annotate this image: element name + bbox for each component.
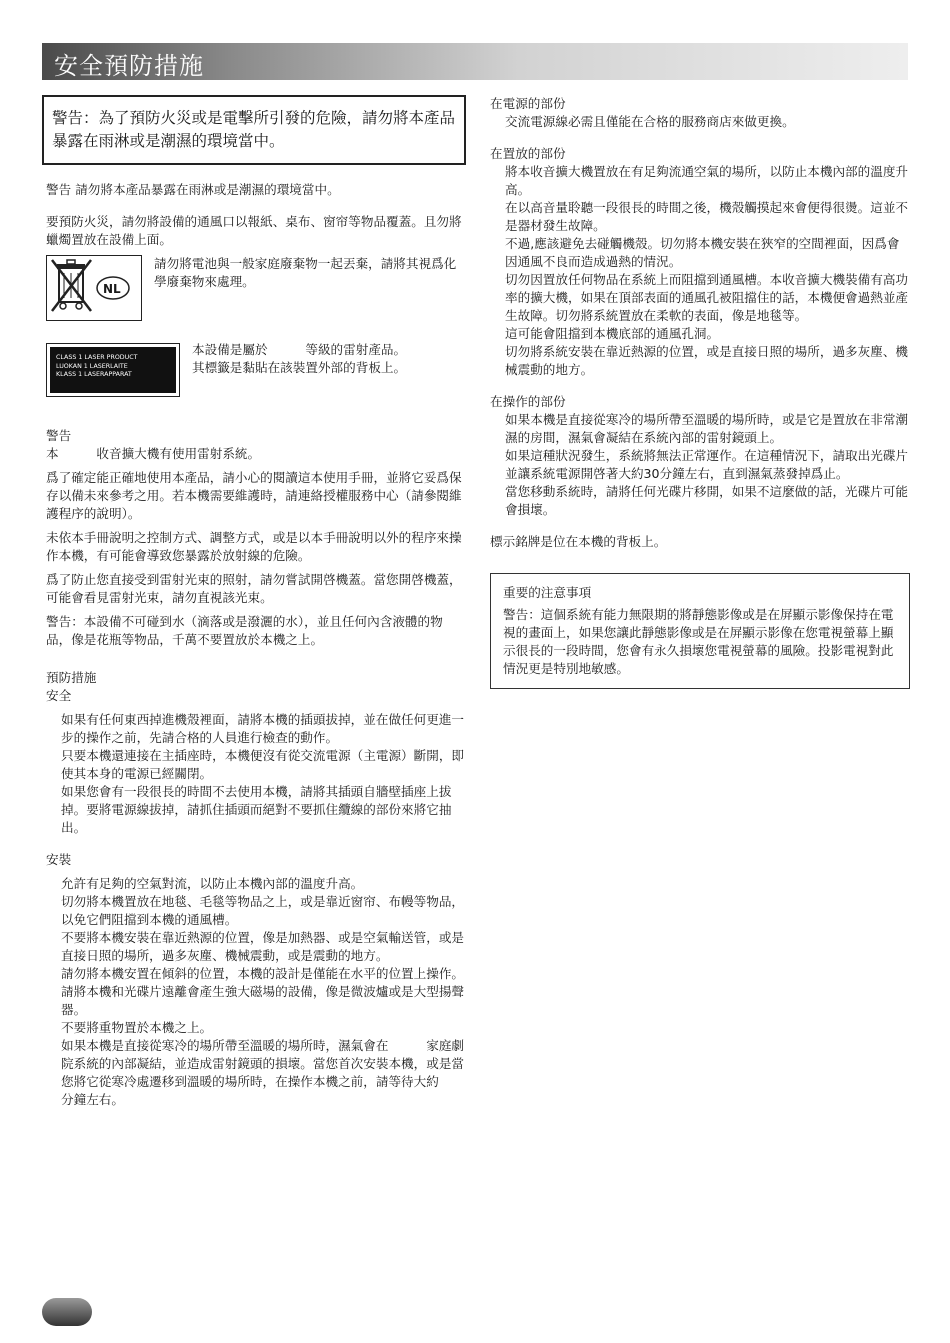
list-item: 切勿將系統安裝在靠近熱源的位置，或是直接日照的場所，過多灰塵、機械震動的地方。 [505, 344, 908, 377]
water-warning-text: 警告：本設備不可碰到水（滴落或是潑灑的水），並且任何內含液體的物品，像是花瓶等物品，千萬不要置放於本機之上。 [46, 614, 443, 647]
power-text: 交流電源線必需且僅能在合格的服務商店來做更換。 [505, 114, 795, 129]
laser-label-location-text: 其標籤是黏貼在該裝置外部的背板上。 [192, 360, 407, 375]
laser-label-line: LUOKAN 1 LASERLAITE [56, 362, 128, 370]
power-heading: 在電源的部份 [490, 96, 566, 111]
precautions-heading: 預防措施 [46, 670, 97, 685]
list-item: 不過,應該避免去碰觸機殼。切勿將本機安裝在狹窄的空間裡面，因爲會因通風不良而造成過熱的情況。 [505, 236, 900, 269]
list-item: 如果本機是直接從寒冷的場所帶至溫暖的場所時，或是它是置放在非常潮濕的房間，濕氣會凝結在系統內部的雷射鏡頭上。 [505, 412, 908, 445]
operation-heading: 在操作的部份 [490, 394, 566, 409]
list-item: 不要將重物置於本機之上。 [61, 1020, 213, 1035]
list-item: 在以高音量聆聽一段很長的時間之後，機殼觸摸起來會便得很燙。這並不是器材發生故障。 [505, 200, 908, 233]
battery-disposal-text: 請勿將電池與一般家庭廢棄物一起丟棄，請將其視爲化學廢棄物來處理。 [154, 256, 457, 289]
list-item: 當您移動系統時，請將任何光碟片移開，如果不這麼做的話，光碟片可能會損壞。 [505, 484, 908, 517]
list-item: 只要本機還連接在主插座時，本機便沒有從交流電源（主電源）斷開，即使其本身的電源已經關閉。 [61, 748, 464, 781]
laser-class-label [46, 343, 180, 397]
nl-label: NL [103, 282, 121, 296]
list-item: 允許有足夠的空氣對流，以防止本機內部的溫度升高。 [61, 876, 364, 891]
nameplate-text: 標示銘牌是位在本機的背板上。 [490, 534, 667, 549]
fire-warning-box: 警告：為了預防火災或是電擊所引發的危險，請勿將本產品暴露在雨淋或是潮濕的環境當中。 [42, 95, 466, 165]
list-item: 這可能會阻擋到本機底部的通風孔洞。 [505, 326, 720, 341]
laser-label-line: KLASS 1 LASERAPPARAT [56, 371, 132, 378]
safety-heading: 安全 [46, 688, 72, 703]
list-item: 請將本機和光碟片遠離會產生強大磁場的設備，像是微波爐或是大型揚聲器。 [61, 984, 464, 1017]
fire-prevention-text: 要預防火災，請勿將設備的通風口以報紙、桌布、窗帘等物品覆蓋。且勿將蠟燭置放在設備上面。 [46, 214, 462, 247]
list-item: 請勿將本機安置在傾斜的位置，本機的設計是僅能在水平的位置上操作。 [61, 966, 464, 981]
list-item: 切勿將本機置放在地毯、毛毯等物品之上，或是靠近窗帘、布幔等物品，以免它們阻擋到本機的通風槽。 [61, 894, 464, 927]
laser-system-text: 本 收音擴大機有使用雷射系統。 [46, 446, 261, 461]
notice-heading: 重要的注意事項 [503, 585, 592, 600]
page-tab [42, 1298, 92, 1326]
cover-text: 爲了防止您直接受到雷射光束的照射，請勿嘗試開啓機蓋。當您開啓機蓋，可能會看見雷射光束，請勿直視該光束。 [46, 572, 462, 605]
title-bar [42, 43, 908, 80]
list-item: 如果您會有一段很長的時間不去使用本機，請將其插頭自牆壁插座上拔掉。要將電源線拔掉，請抓住插頭而絕對不要抓住纜線的部份來將它抽出。 [61, 784, 452, 835]
laser-label-line: CLASS 1 LASER PRODUCT [56, 354, 138, 361]
list-item: 如果這種狀況發生，系統將無法正常運作。在這種情況下，請取出光碟片並讓系統電源開啓著大約30分鐘左右，直到濕氣蒸發掉爲止。 [505, 448, 908, 481]
battery-disposal-icon [46, 255, 142, 321]
warning-line: 警告 請勿將本產品暴露在雨淋或是潮濕的環境當中。 [46, 182, 340, 197]
notice-text: 警告：這個系統有能力無限期的將靜態影像或是在屏顯示影像保持在電視的畫面上，如果您讓此靜態影像或是在屏顯示影像在您電視螢幕上顯示很長的一段時間，您會有永久損壞您電視螢幕的風險。投影電視對此情況更是特別地敏感。 [503, 607, 894, 676]
install-heading: 安裝 [46, 852, 72, 867]
page-title: 安全預防措施 [54, 52, 204, 80]
list-item: 切勿因置放任何物品在系統上而阻擋到通風槽。本收音擴大機裝備有高功率的擴大機，如果在頂部表面的通風孔被阻擋住的話，本機便會過熱並產生故障。切勿將系統置放在柔軟的表面，像是地毯等。 [505, 272, 908, 323]
laser-class-row [46, 341, 464, 397]
right-column [490, 95, 908, 689]
list-item: 不要將本機安裝在靠近熱源的位置，像是加熱器、或是空氣輸送管，或是直接日照的場所，過多灰塵、機械震動，或是震動的地方。 [61, 930, 464, 963]
battery-disposal-row [46, 255, 464, 321]
controls-text: 未依本手冊說明之控制方式、調整方式，或是以本手冊說明以外的程序來操作本機，有可能會導致您暴露於放射線的危險。 [46, 530, 462, 563]
warning-heading: 警告 [46, 428, 72, 443]
list-item: 如果本機是直接從寒冷的場所帶至溫暖的場所時，濕氣會在 家庭劇院系統的內部凝結，並造成雷射鏡頭的損壞。當您首次安裝本機，或是當您將它從寒冷處遷移到溫暖的場所時，在操作本機之前，請等待大約 分鐘左右。 [61, 1038, 464, 1107]
list-item: 將本收音擴大機置放在有足夠流通空氣的場所，以防止本機內部的溫度升高。 [505, 164, 908, 197]
left-column [46, 95, 464, 1109]
list-item: 如果有任何東西掉進機殼裡面，請將本機的插頭拔掉，並在做任何更進一步的操作之前，先請合格的人員進行檢查的動作。 [61, 712, 464, 745]
laser-class-text: 本設備是屬於 等級的雷射產品。 [192, 342, 407, 357]
manual-text: 爲了確定能正確地使用本產品，請小心的閱讀這本使用手冊，並將它妥爲保存以備未來參考之用。若本機需要維護時，請連絡授權服務中心（請參閱維護程序的說明）。 [46, 470, 462, 521]
placement-heading: 在置放的部份 [490, 146, 566, 161]
important-notice-box [490, 573, 910, 689]
